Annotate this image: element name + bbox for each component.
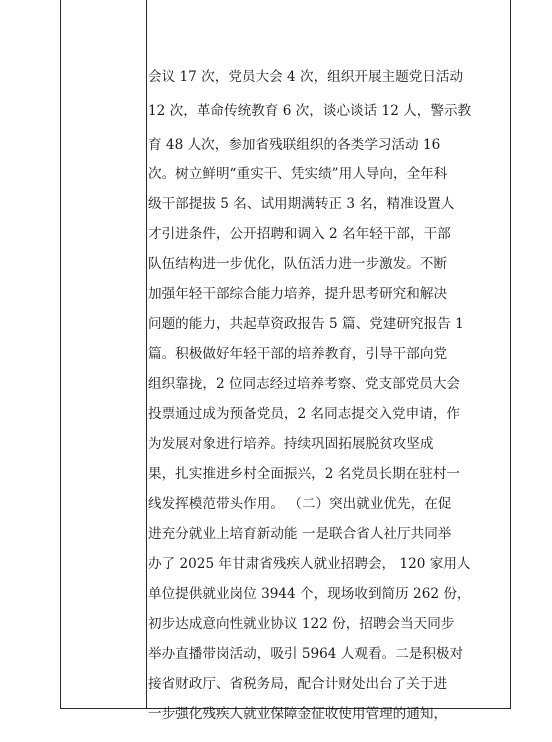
text-line: 12 次，革命传统教育 6 次，谈心谈话 12 人，警示教 bbox=[148, 103, 472, 119]
text-line: 线发挥模范带头作用。 （二）突出就业优先，在促 bbox=[148, 496, 452, 512]
text-line: 接省财政厅、省税务局，配合计财处出台了关于进 bbox=[148, 676, 448, 692]
text-line: 才引进条件，公开招聘和调入 2 名年轻干部，干部 bbox=[148, 226, 451, 242]
text-line: 级干部提拔 5 名、试用期满转正 3 名，精准设置人 bbox=[148, 196, 455, 212]
text-line: 进充分就业上培育新动能 一是联合省人社厅共同举 bbox=[148, 526, 452, 542]
text-line: 举办直播带岗活动，吸引 5964 人观看。二是积极对 bbox=[148, 646, 464, 662]
text-line: 单位提供就业岗位 3944 个，现场收到简历 262 份， bbox=[148, 586, 471, 602]
text-line: 组织靠拢，2 位同志经过培养考察、党支部党员大会 bbox=[148, 376, 461, 392]
text-line: 加强年轻干部综合能力培养，提升思考研究和解决 bbox=[148, 286, 448, 302]
text-line: 果，扎实推进乡村全面振兴，2 名党员长期在驻村一 bbox=[148, 466, 461, 482]
table-right-border bbox=[510, 0, 511, 708]
text-line: 办了 2025 年甘肃省残疾人就业招聘会， 120 家用人 bbox=[148, 556, 471, 572]
text-line: 育 48 人次，参加省残联组织的各类学习活动 16 bbox=[148, 137, 441, 153]
text-line: 次。树立鲜明“重实干、凭实绩”用人导向，全年科 bbox=[148, 166, 448, 182]
text-line: 一步强化残疾人就业保障金征收使用管理的通知， bbox=[148, 706, 448, 722]
label-column-cell bbox=[61, 0, 146, 708]
text-line: 为发展对象进行培养。持续巩固拓展脱贫攻坚成 bbox=[148, 436, 434, 452]
table-column-divider bbox=[146, 0, 147, 708]
text-line: 投票通过成为预备党员，2 名同志提交入党申请，作 bbox=[148, 406, 461, 422]
text-line: 队伍结构进一步优化，队伍活力进一步激发。不断 bbox=[148, 256, 448, 272]
text-line: 篇。积极做好年轻干部的培养教育，引导干部向党 bbox=[148, 346, 448, 362]
text-line: 问题的能力，共起草资政报告 5 篇、党建研究报告 1 bbox=[148, 316, 464, 332]
text-line: 会议 17 次，党员大会 4 次，组织开展主题党日活动 bbox=[148, 69, 464, 85]
text-line: 初步达成意向性就业协议 122 份，招聘会当天同步 bbox=[148, 616, 455, 632]
